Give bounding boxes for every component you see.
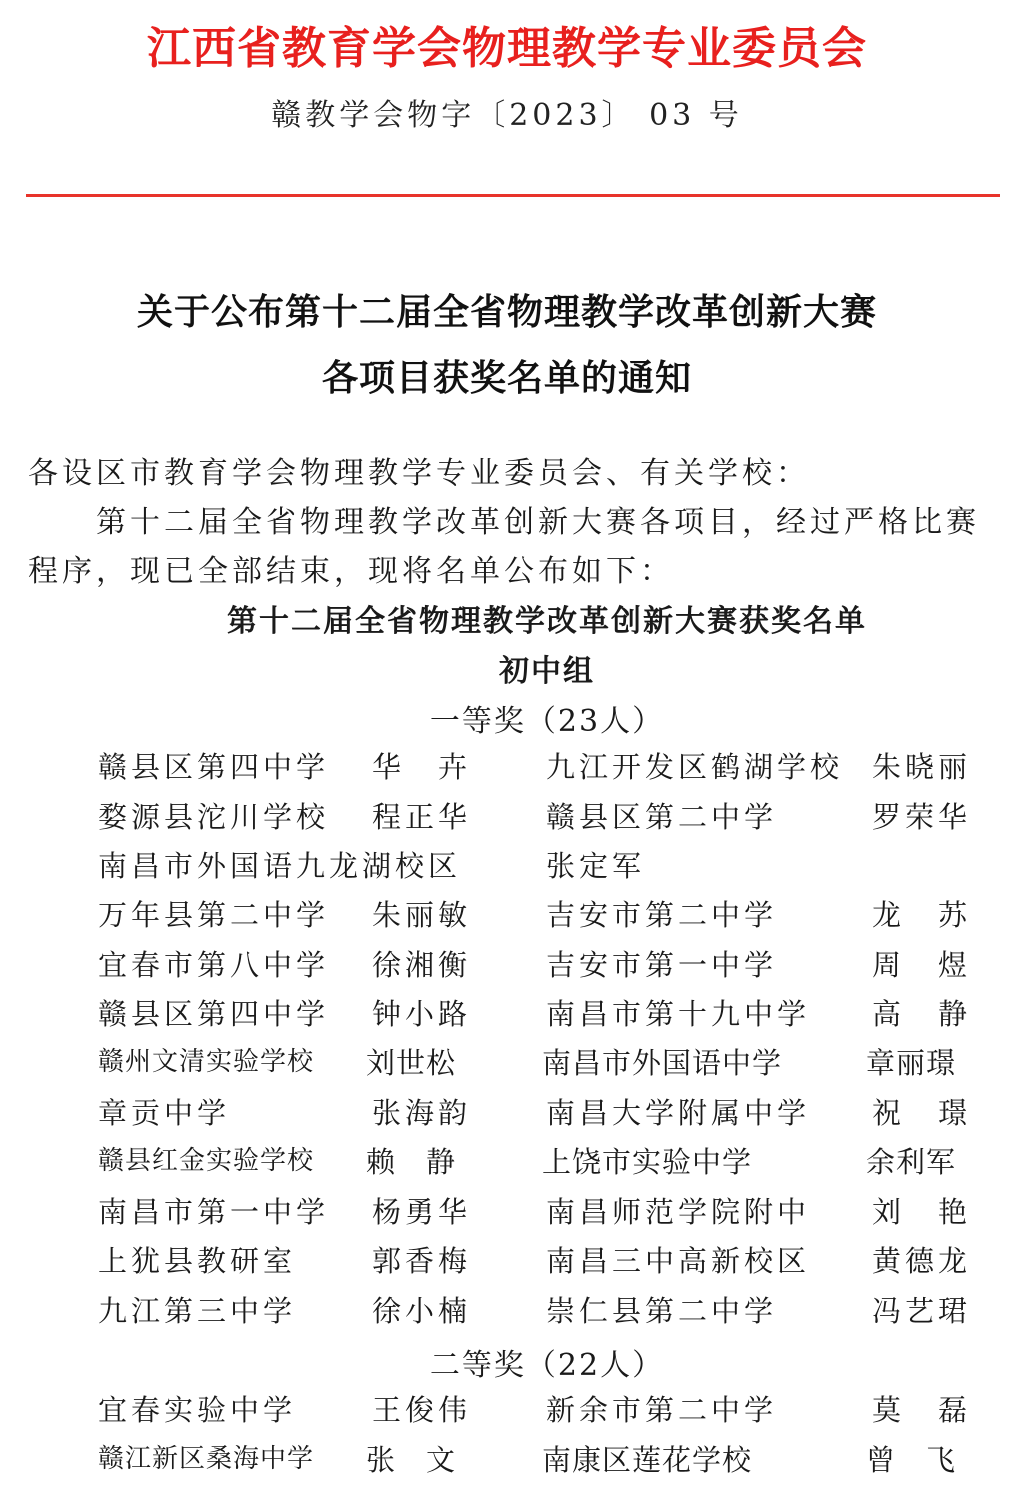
red-divider [26, 194, 1000, 197]
person-name: 徐小楠 [372, 1294, 472, 1328]
person-name: 朱丽敏 [372, 898, 472, 932]
school-name: 九江开发区鹤湖学校 [546, 750, 844, 784]
school-name: 南康区莲花学校 [542, 1443, 753, 1477]
school-name: 吉安市第一中学 [546, 948, 778, 982]
table-row [0, 1190, 1014, 1230]
school-name: 赣县区第四中学 [98, 997, 330, 1031]
person-name: 徐湘衡 [372, 948, 472, 982]
person-name: 罗荣华 [872, 800, 972, 834]
table-row [0, 844, 1014, 884]
school-name: 赣江新区桑海中学 [98, 1444, 315, 1474]
table-row [0, 1091, 1014, 1131]
school-name: 南昌师范学院附中 [546, 1195, 811, 1229]
school-name: 南昌市第一中学 [98, 1195, 330, 1229]
person-name: 程正华 [372, 800, 472, 834]
person-name: 华 卉 [372, 750, 472, 784]
person-name: 张 文 [366, 1443, 457, 1477]
school-name: 赣县区第四中学 [98, 750, 330, 784]
school-name: 赣州文清实验学校 [98, 1047, 315, 1077]
school-name: 上饶市实验中学 [542, 1145, 753, 1179]
person-name: 黄德龙 [872, 1244, 972, 1278]
table-row [0, 1239, 1014, 1279]
table-row [0, 1140, 1014, 1180]
first-prize-heading: 一等奖（23人） [429, 704, 665, 739]
table-row [0, 795, 1014, 835]
school-name: 赣县红金实验学校 [98, 1146, 315, 1176]
person-name: 张海韵 [372, 1096, 472, 1130]
second-prize-heading: 二等奖（22人） [429, 1348, 665, 1383]
person-name: 王俊伟 [372, 1393, 472, 1427]
person-name: 周 煜 [872, 948, 972, 982]
table-row [0, 1289, 1014, 1329]
table-row [0, 943, 1014, 983]
person-name: 赖 静 [366, 1145, 457, 1179]
school-name: 赣县区第二中学 [546, 800, 778, 834]
school-name: 南昌大学附属中学 [546, 1096, 811, 1130]
school-name: 宜春实验中学 [98, 1393, 297, 1427]
award-list-title: 第十二届全省物理教学改革创新大赛获奖名单 [227, 604, 867, 639]
school-name: 婺源县沱川学校 [98, 800, 330, 834]
person-name: 曾 飞 [866, 1443, 957, 1477]
person-name: 钟小路 [372, 997, 472, 1031]
table-row [0, 1041, 1014, 1081]
school-name: 南昌市外国语九龙湖校区 [98, 849, 462, 883]
school-name: 万年县第二中学 [98, 898, 330, 932]
person-name: 章丽璟 [866, 1046, 957, 1080]
table-row [0, 745, 1014, 785]
school-name: 吉安市第二中学 [546, 898, 778, 932]
school-name: 南昌市外国语中学 [542, 1046, 783, 1080]
school-name: 南昌市第十九中学 [546, 997, 811, 1031]
school-name: 南昌三中高新校区 [546, 1244, 811, 1278]
doc-number: 赣教学会物字〔2023〕 03 号 [271, 98, 743, 133]
person-name: 杨勇华 [372, 1195, 472, 1229]
body-text-line2: 程序，现已全部结束，现将名单公布如下： [28, 554, 674, 589]
person-name: 祝 璟 [872, 1096, 972, 1130]
school-name: 上犹县教研室 [98, 1244, 297, 1278]
school-name: 崇仁县第二中学 [546, 1294, 778, 1328]
school-name: 九江第三中学 [98, 1294, 297, 1328]
school-name: 新余市第二中学 [546, 1393, 778, 1427]
school-name: 章贡中学 [98, 1096, 231, 1130]
school-name: 宜春市第八中学 [98, 948, 330, 982]
person-name: 莫 磊 [872, 1393, 972, 1427]
table-row [0, 992, 1014, 1032]
salutation: 各设区市教育学会物理教学专业委员会、有关学校： [28, 456, 810, 491]
notice-title-line2: 各项目获奖名单的通知 [321, 358, 692, 399]
person-name: 张定军 [546, 849, 646, 883]
group-title: 初中组 [499, 654, 595, 689]
person-name: 朱晓丽 [872, 750, 972, 784]
person-name: 高 静 [872, 997, 972, 1031]
table-row [0, 893, 1014, 933]
person-name: 余利军 [866, 1145, 957, 1179]
body-text-line1: 第十二届全省物理教学改革创新大赛各项目，经过严格比赛 [96, 505, 980, 540]
org-title: 江西省教育学会物理教学专业委员会 [147, 23, 867, 74]
person-name: 刘世松 [366, 1046, 457, 1080]
person-name: 刘 艳 [872, 1195, 972, 1229]
table-row [0, 1438, 1014, 1478]
person-name: 郭香梅 [372, 1244, 472, 1278]
notice-title-line1: 关于公布第十二届全省物理教学改革创新大赛 [136, 292, 877, 333]
table-row [0, 1388, 1014, 1428]
person-name: 龙 苏 [872, 898, 972, 932]
person-name: 冯艺珺 [872, 1294, 972, 1328]
